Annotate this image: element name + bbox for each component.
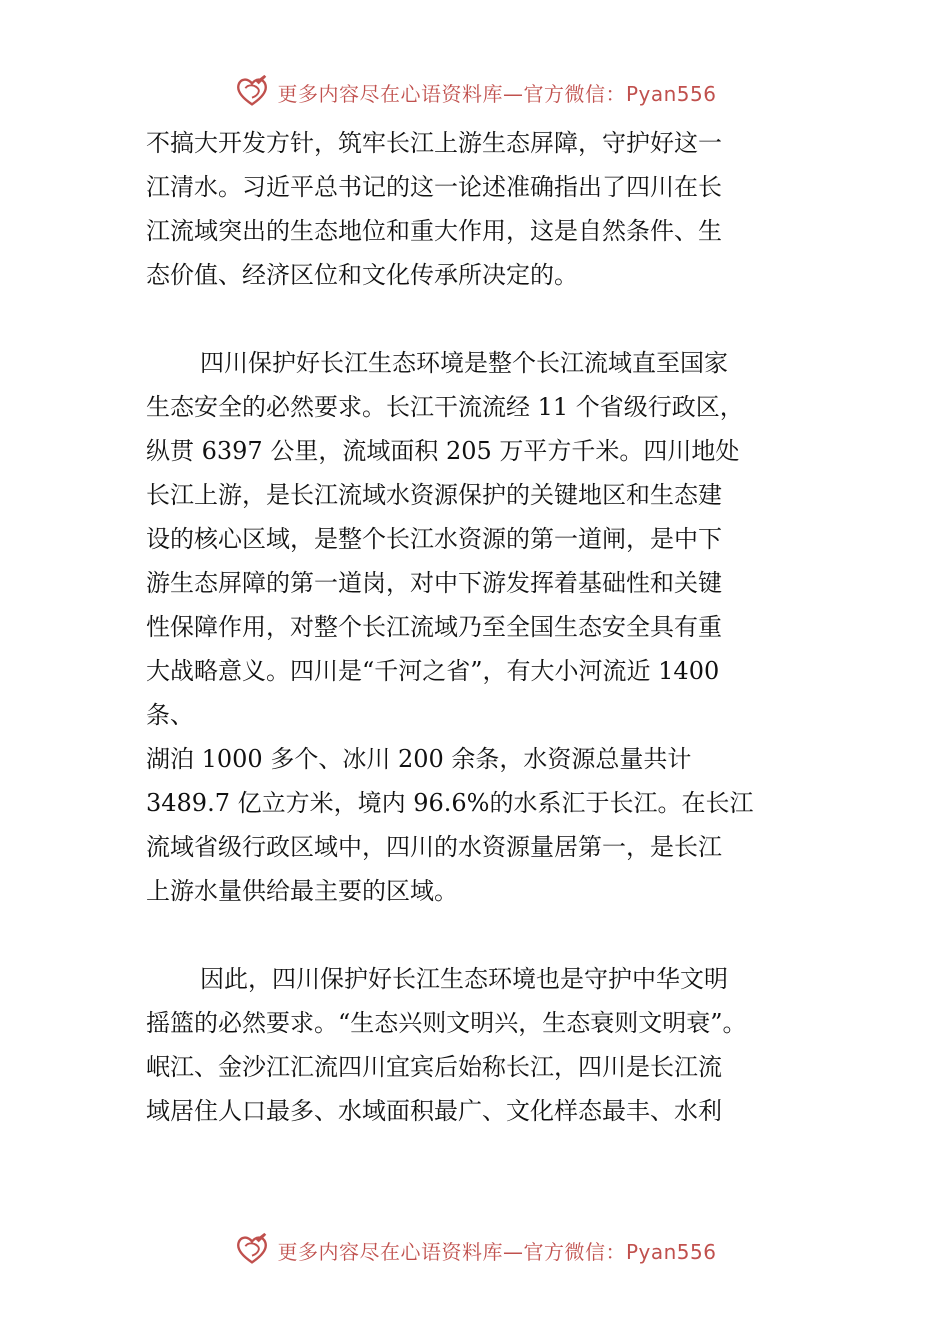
text-line: 摇篮的必然要求。“生态兴则文明兴，生态衰则文明衰”。 — [146, 1009, 747, 1037]
text-line: 长江上游，是长江流域水资源保护的关键地区和生态建 — [146, 481, 722, 509]
header-banner — [0, 70, 950, 114]
text-line: 纵贯 6397 公里，流域面积 205 万平方千米。四川地处 — [146, 437, 740, 465]
paragraph-gap — [146, 913, 814, 957]
text-line: 域居住人口最多、水域面积最广、文化样态最丰、水利 — [146, 1097, 722, 1125]
text-line: 性保障作用，对整个长江流域乃至全国生态安全具有重 — [146, 613, 722, 641]
paragraph — [146, 121, 814, 297]
footer-banner — [0, 1228, 950, 1272]
text-line: 岷江、金沙江汇流四川宜宾后始称长江，四川是长江流 — [146, 1053, 722, 1081]
text-line: 不搞大开发方针，筑牢长江上游生态屏障，守护好这一 — [146, 129, 722, 157]
text-line: 设的核心区域，是整个长江水资源的第一道闸，是中下 — [146, 525, 722, 553]
paragraph — [146, 341, 814, 913]
text-line: 大战略意义。四川是“千河之省”，有大小河流近 1400 — [146, 657, 720, 685]
text-line: 3489.7 亿立方米，境内 96.6%的水系汇于长江。在长江 — [146, 789, 754, 817]
text-line: 湖泊 1000 多个、冰川 200 余条，水资源总量共计 — [146, 745, 692, 773]
text-line: 态价值、经济区位和文化传承所决定的。 — [146, 261, 578, 289]
text-line: 流域省级行政区域中，四川的水资源量居第一，是长江 — [146, 833, 722, 861]
text-line: 四川保护好长江生态环境是整个长江流域直至国家 — [200, 349, 728, 377]
text-line: 上游水量供给最主要的区域。 — [146, 877, 458, 905]
text-line: 条、 — [146, 701, 194, 729]
heart-pen-logo-icon — [233, 73, 271, 111]
paragraph-gap — [146, 297, 814, 341]
header-banner-text: 更多内容尽在心语资料库—官方微信：Pyan556 — [277, 81, 717, 106]
text-line: 江流域突出的生态地位和重大作用，这是自然条件、生 — [146, 217, 722, 245]
text-line: 因此，四川保护好长江生态环境也是守护中华文明 — [200, 965, 728, 993]
footer-banner-text: 更多内容尽在心语资料库—官方微信：Pyan556 — [277, 1239, 717, 1264]
paragraph — [146, 957, 814, 1133]
document-body — [146, 121, 814, 1133]
text-line: 生态安全的必然要求。长江干流流经 11 个省级行政区， — [146, 393, 744, 421]
heart-pen-logo-icon — [233, 1231, 271, 1269]
text-line: 江清水。习近平总书记的这一论述准确指出了四川在长 — [146, 173, 722, 201]
text-line: 游生态屏障的第一道岗，对中下游发挥着基础性和关键 — [146, 569, 722, 597]
